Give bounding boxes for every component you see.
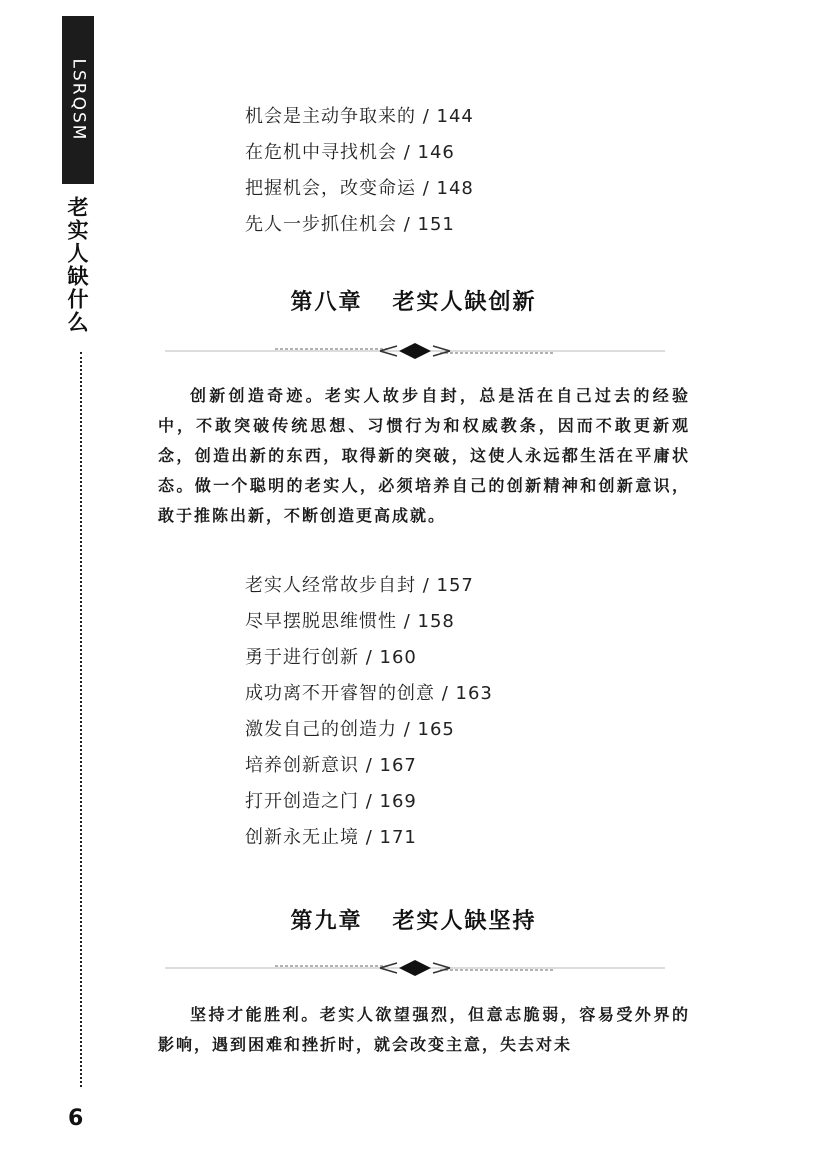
book-title: 老实人缺什么 — [65, 196, 89, 334]
toc-entry[interactable]: 激发自己的创造力 / 165 — [245, 719, 455, 740]
chapter-title: 老实人缺创新 — [392, 290, 537, 315]
toc-list-top — [245, 99, 474, 243]
toc-entry[interactable]: 创新永无止境 / 171 — [245, 827, 417, 848]
toc-entry[interactable]: 勇于进行创新 / 160 — [245, 647, 417, 668]
chapter-intro: 坚持才能胜利。老实人欲望强烈，但意志脆弱，容易受外界的影响，遇到困难和挫折时，就会改变主意，失去对未 — [158, 1005, 690, 1054]
toc-entry[interactable]: 把握机会，改变命运 / 148 — [245, 178, 474, 199]
chapter-heading — [0, 904, 827, 935]
page-number: 6 — [68, 1106, 84, 1131]
toc-entry[interactable]: 机会是主动争取来的 / 144 — [245, 106, 474, 127]
chapter-intro: 创新创造奇迹。老实人故步自封，总是活在自己过去的经验中，不敢突破传统思想、习惯行为和权威教条，因而不敢更新观念，创造出新的东西，取得新的突破，这使人永远都生活在平庸状态。做一个聪明的老实人，必须培养自己的创新精神和创新意识，敢于推陈出新，不断创造更高成就。 — [158, 386, 690, 525]
side-divider — [80, 352, 82, 1087]
series-code: LSRQSM — [68, 58, 89, 142]
toc-list-chapter8 — [245, 568, 493, 856]
chapter-heading — [0, 285, 827, 316]
toc-entry[interactable]: 尽早摆脱思维惯性 / 158 — [245, 611, 455, 632]
ornament-divider — [165, 341, 665, 361]
toc-entry[interactable]: 先人一步抓住机会 / 151 — [245, 214, 455, 235]
toc-entry[interactable]: 老实人经常故步自封 / 157 — [245, 575, 474, 596]
chapter-number: 第九章 — [290, 909, 363, 934]
side-tab — [62, 16, 94, 184]
toc-entry[interactable]: 成功离不开睿智的创意 / 163 — [245, 683, 493, 704]
toc-entry[interactable]: 培养创新意识 / 167 — [245, 755, 417, 776]
ornament-divider — [165, 958, 665, 978]
chapter-number: 第八章 — [290, 290, 363, 315]
toc-entry[interactable]: 在危机中寻找机会 / 146 — [245, 142, 455, 163]
toc-entry[interactable]: 打开创造之门 / 169 — [245, 791, 417, 812]
chapter-title: 老实人缺坚持 — [392, 909, 537, 934]
